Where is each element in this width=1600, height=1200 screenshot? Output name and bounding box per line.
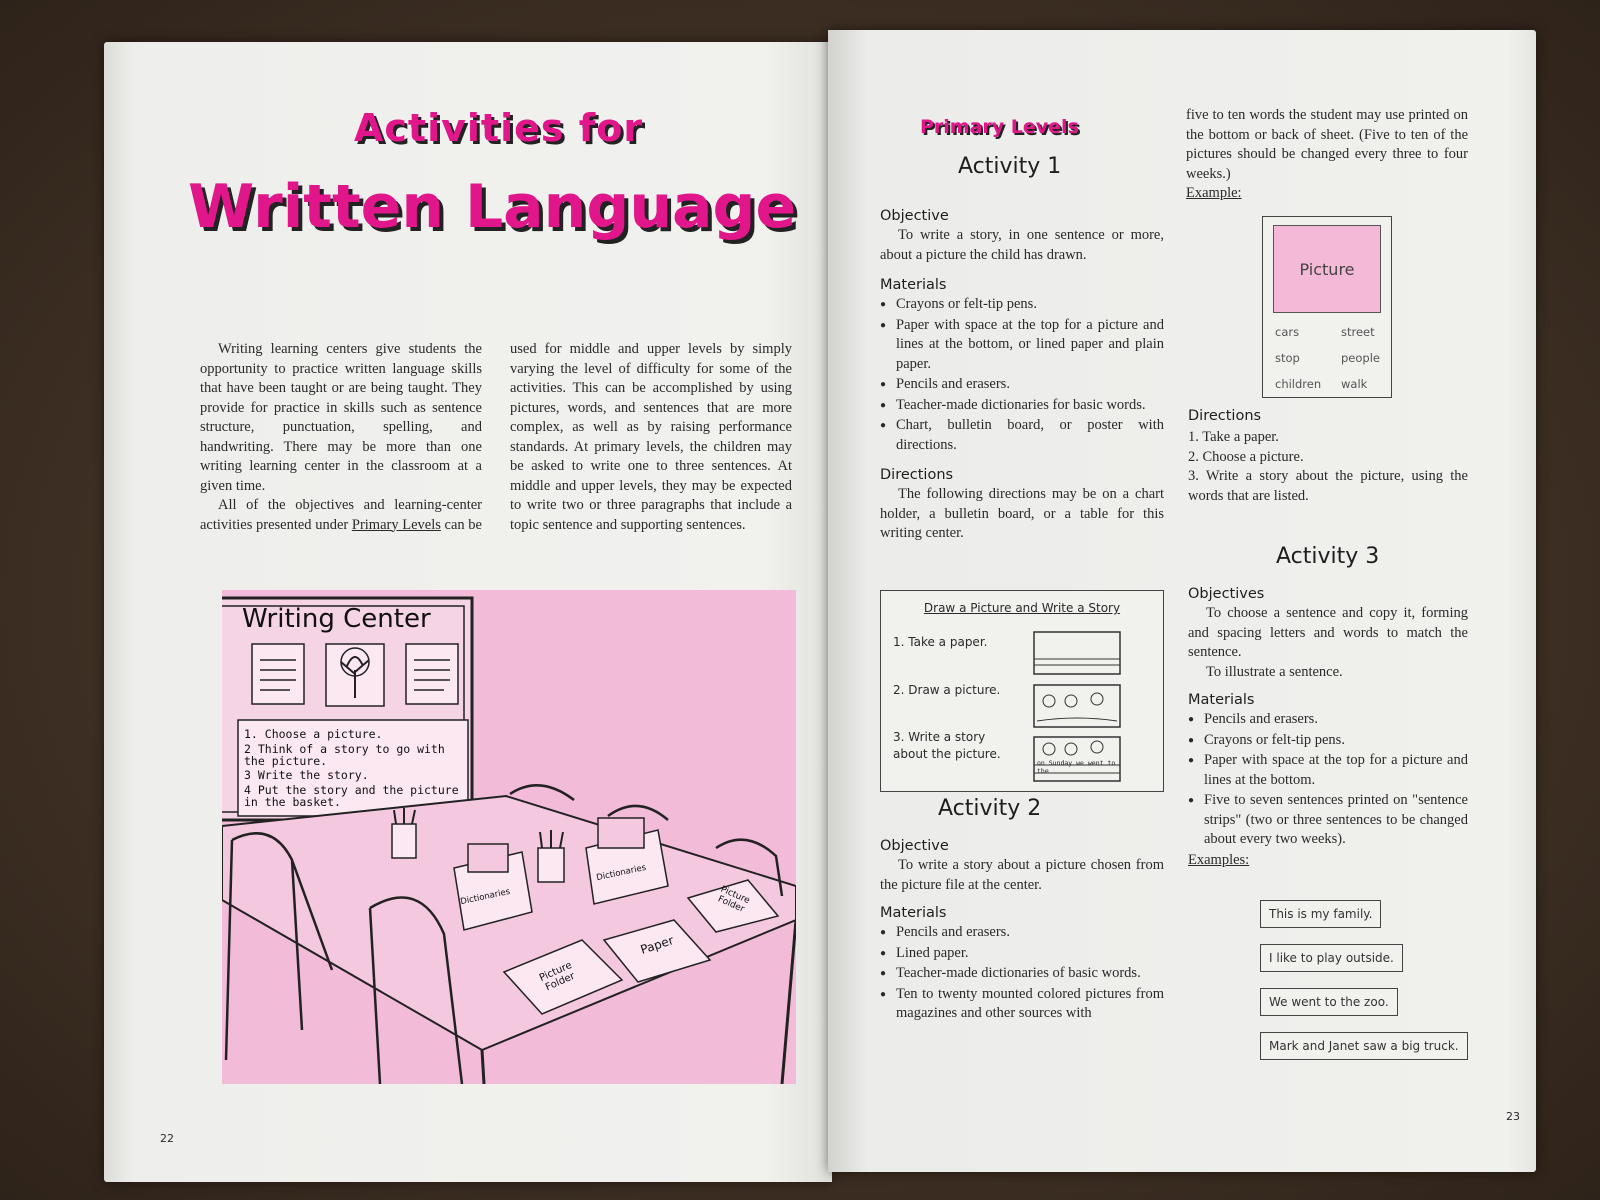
word: street: [1341, 325, 1375, 339]
activity2-directions: [1188, 408, 1468, 506]
activity1-directions-label: Directions: [880, 467, 954, 483]
paper-folder-label: Paper: [638, 933, 676, 957]
board-title: Writing Center: [242, 604, 431, 634]
activity1-heading: Activity 1: [958, 154, 1062, 179]
activity1-materials-label: Materials: [880, 277, 947, 293]
activity2-heading: Activity 2: [938, 796, 1042, 821]
word: cars: [1275, 325, 1300, 339]
writing-center-illustration: [222, 590, 796, 1084]
chart-title: Draw a Picture and Write a Story: [923, 601, 1121, 615]
word-column-1: [1275, 319, 1321, 397]
sentence-strip: Mark and Janet saw a big truck.: [1260, 1032, 1468, 1060]
page-number-right: 23: [1506, 1110, 1520, 1123]
list-item: ● Teacher-made dictionaries for basic words.: [880, 396, 1164, 416]
section-title: Primary Levels: [920, 116, 1079, 138]
page-number-left: 22: [160, 1132, 174, 1145]
activity2-materials: [880, 923, 1164, 1024]
list-item: ● Pencils and erasers.: [1188, 710, 1468, 730]
dictionary-box-label: Dictionaries: [459, 886, 512, 908]
chart-step: 3. Write a story about the picture.: [893, 730, 1001, 761]
activity3-objective-2: To illustrate a sentence.: [1206, 663, 1343, 680]
example-label: Example:: [1186, 185, 1242, 201]
activity2-objective-label: Objective: [880, 838, 949, 854]
board-step: 4 Put the story and the picture in the basket.: [244, 783, 459, 809]
list-item: 1. Take a paper.: [1188, 429, 1279, 445]
activity2-continued-text: five to ten words the student may use printed on the bottom or back of sheet. (Five to ten of the pictures should be changed every three to four weeks.): [1186, 107, 1468, 182]
activity1-materials: [880, 295, 1164, 455]
activity3-objective-1: To choose a sentence and copy it, forming and spacing letters and words to match the sentence.: [1188, 605, 1468, 660]
intro-paragraph-1: Writing learning centers give students the opportunity to practice written language skills that have been taught or are being taught. They provide for practice in skills such as sentence structure, punctuation, spelling, and handwriting. There may be more than one writing learning center in the classroom at a given time.: [200, 341, 482, 494]
activity3-materials-label: Materials: [1188, 692, 1255, 708]
list-item: ● Chart, bulletin board, or poster with directions.: [880, 416, 1164, 455]
board-step: 1. Choose a picture.: [244, 727, 383, 741]
board-steps: [244, 726, 464, 808]
right-page: [828, 30, 1536, 1172]
picture-example-card: [1262, 216, 1392, 398]
dictionary-box-label: Dictionaries: [595, 862, 648, 884]
list-item: ● Ten to twenty mounted colored pictures from magazines and other sources with: [880, 985, 1164, 1024]
word-column-2: [1341, 319, 1380, 397]
word: stop: [1275, 351, 1300, 365]
primary-levels-reference: Primary Levels: [351, 516, 441, 533]
list-item: 2. Choose a picture.: [1188, 448, 1304, 465]
list-item: ● Five to seven sentences printed on "sentence strips" (two or three sentences to be changed about every two weeks).: [1188, 791, 1468, 850]
sentence-strip: We went to the zoo.: [1260, 988, 1398, 1016]
chart-step: 1. Take a paper.: [893, 635, 988, 649]
list-item: ● Crayons or felt-tip pens.: [880, 295, 1164, 315]
activity2-directions-list: [1188, 428, 1468, 506]
activity2-section: [880, 838, 1164, 1025]
intro-column-1: [200, 340, 792, 568]
list-item: ● Pencils and erasers.: [880, 923, 1164, 943]
sentence-strip: This is my family.: [1260, 900, 1381, 928]
classroom-drawing: [222, 590, 796, 1084]
intro-paragraph-2: All of the objectives and learning-center activities presented under Primary Levels can be used for middle and upper levels by simply varying the level of difficulty for some of the activities. This can be accomplished by using pictures, words, and sentences that are more complex, as well as by raising performance standards. At primary levels, the children may be asked to write one to three sentences. At middle and upper levels, they may be expected to write two or three paragraphs that include a topic sentence and supporting sentences.: [200, 341, 792, 533]
picture-placeholder: Picture: [1273, 225, 1381, 313]
activity2-continued: [1186, 106, 1468, 204]
activity3-materials: [1188, 710, 1468, 850]
board-step: 2 Think of a story to go with the picture.: [244, 742, 445, 768]
chart-sample-text: on Sunday we went to the: [1037, 759, 1116, 775]
activity1-directions: The following directions may be on a chart holder, a bulletin board, or a table for this writing center.: [880, 486, 1164, 541]
board-step: 3 Write the story.: [244, 768, 369, 782]
activity1-section: [880, 208, 1164, 544]
list-item: ● Paper with space at the top for a picture and lines at the bottom.: [1188, 751, 1468, 790]
list-item: ● Pencils and erasers.: [880, 375, 1164, 395]
activity3-objectives-label: Objectives: [1188, 586, 1265, 602]
title-line2: Written Language: [188, 172, 797, 242]
list-item: ● Teacher-made dictionaries of basic words.: [880, 964, 1164, 984]
list-item: ● Lined paper.: [880, 944, 1164, 964]
picture-folder-label: Picture Folder: [716, 884, 752, 915]
word: walk: [1341, 377, 1368, 391]
activity3-section: [1188, 586, 1468, 870]
list-item: 3. Write a story about the picture, using the words that are listed.: [1188, 468, 1468, 504]
sentence-strip: I like to play outside.: [1260, 944, 1403, 972]
activity2-objective: To write a story about a picture chosen from the picture file at the center.: [880, 857, 1164, 893]
chart-step: 2. Draw a picture.: [893, 683, 1001, 697]
title-line1: Activities for: [354, 106, 644, 150]
activity2-materials-label: Materials: [880, 905, 947, 921]
word: children: [1275, 377, 1322, 391]
activity2-directions-label: Directions: [1188, 408, 1262, 424]
picture-folder-label: Picture Folder: [537, 959, 577, 994]
list-item: ● Paper with space at the top for a picture and lines at the bottom, or lined paper and plain paper.: [880, 316, 1164, 375]
list-item: ● Crayons or felt-tip pens.: [1188, 731, 1468, 751]
directions-chart: [880, 590, 1164, 792]
activity1-objective-label: Objective: [880, 208, 949, 224]
activity3-heading: Activity 3: [1276, 544, 1380, 569]
word: people: [1341, 351, 1380, 365]
examples-label: Examples:: [1188, 851, 1250, 868]
activity1-objective: To write a story, in one sentence or more, about a picture the child has drawn.: [880, 227, 1164, 263]
